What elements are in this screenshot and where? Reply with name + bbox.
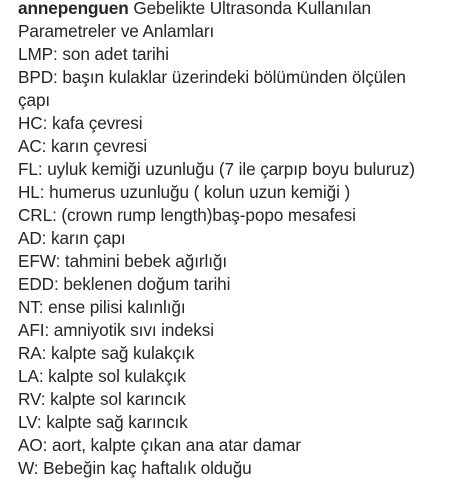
caption-line-crl: CRL: (crown rump length)baş-popo mesafesi <box>18 205 356 225</box>
caption-line-hl: HL: humerus uzunluğu ( kolun uzun kemiği ) <box>18 182 351 202</box>
caption-line-w: W: Bebeğin kaç haftalık olduğu <box>18 458 252 478</box>
username-link[interactable]: annepenguen <box>18 0 129 18</box>
caption-line-edd: EDD: beklenen doğum tarihi <box>18 274 231 294</box>
caption-header-line <box>18 0 446 20</box>
caption-line-la: LA: kalpte sol kulakçık <box>18 366 186 386</box>
caption-line-ao: AO: aort, kalpte çıkan ana atar damar <box>18 435 301 455</box>
caption-line-bpd: BPD: başın kulaklar üzerindeki bölümünden ölçülen <box>18 67 406 87</box>
caption-line-ad: AD: karın çapı <box>18 228 126 248</box>
caption-line-ac: AC: karın çevresi <box>18 136 148 156</box>
caption-line-nt: NT: ense pilisi kalınlığı <box>18 297 186 317</box>
caption-line-efw: EFW: tahmini bebek ağırlığı <box>18 251 228 271</box>
caption-line-hc: HC: kafa çevresi <box>18 113 143 133</box>
caption-line-afi: AFI: amniyotik sıvı indeksi <box>18 320 214 340</box>
caption-line-rv: RV: kalpte sol karıncık <box>18 389 186 409</box>
caption-line-lv: LV: kalpte sağ karıncık <box>18 412 188 432</box>
caption-title: Gebelikte Ultrasonda Kullanılan <box>133 0 371 18</box>
caption-line-ra: RA: kalpte sağ kulakçık <box>18 343 195 363</box>
caption-line-lmp: LMP: son adet tarihi <box>18 44 169 64</box>
caption-line-bpd-continued: çapı <box>18 90 51 110</box>
caption-title-continued: Parametreler ve Anlamları <box>18 21 215 41</box>
post-caption <box>18 0 446 480</box>
caption-line-fl: FL: uyluk kemiği uzunluğu (7 ile çarpıp boyu buluruz) <box>18 159 415 179</box>
